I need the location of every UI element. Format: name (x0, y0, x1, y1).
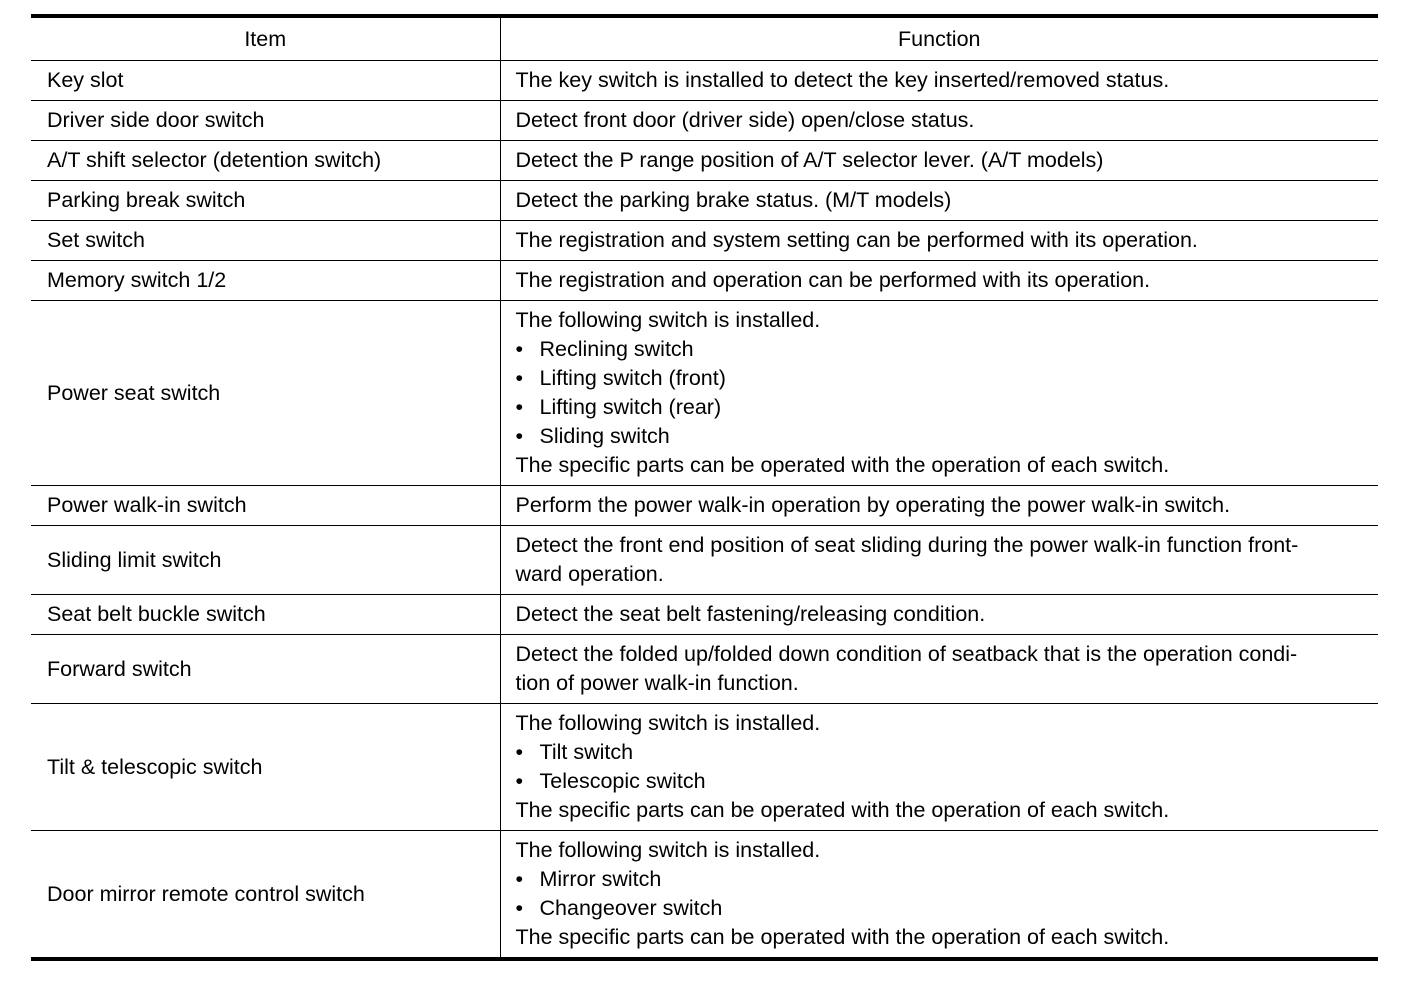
function-outro: The specific parts can be operated with the operation of each switch. (515, 798, 1170, 822)
item-cell: A/T shift selector (detention switch) (31, 141, 500, 181)
item-cell: Driver side door switch (31, 101, 500, 141)
table-row (31, 301, 1378, 486)
list-item (516, 422, 1371, 451)
function-outro: The specific parts can be operated with the operation of each switch. (515, 925, 1170, 949)
list-item (516, 894, 1371, 923)
list-item-label: Lifting switch (front) (539, 366, 726, 390)
list-item-label: Telescopic switch (539, 769, 706, 793)
list-item-label: Sliding switch (539, 424, 670, 448)
item-cell: Door mirror remote control switch (31, 831, 500, 960)
function-cell: Detect the seat belt fastening/releasing condition. (500, 595, 1378, 635)
function-cell: The registration and operation can be performed with its operation. (500, 261, 1378, 301)
list-item (516, 767, 1371, 796)
function-cell (500, 635, 1378, 704)
item-cell: Forward switch (31, 635, 500, 704)
table-row (31, 141, 1378, 181)
bullet-icon: • (515, 740, 524, 764)
item-cell: Power seat switch (31, 301, 500, 486)
function-cell (500, 704, 1378, 831)
function-outro: The specific parts can be operated with the operation of each switch. (515, 453, 1170, 477)
table-header-row (31, 16, 1378, 61)
table-row (31, 181, 1378, 221)
table-row (31, 704, 1378, 831)
function-cell: The registration and system setting can be performed with its operation. (500, 221, 1378, 261)
table-row (31, 595, 1378, 635)
item-cell: Seat belt buckle switch (31, 595, 500, 635)
switch-list (516, 865, 1371, 923)
item-cell: Tilt & telescopic switch (31, 704, 500, 831)
item-cell: Key slot (31, 61, 500, 101)
bullet-icon: • (515, 769, 524, 793)
item-cell: Power walk-in switch (31, 486, 500, 526)
bullet-icon: • (515, 424, 524, 448)
list-item-label: Changeover switch (539, 896, 723, 920)
list-item-label: Reclining switch (539, 337, 694, 361)
list-item-label: Tilt switch (539, 740, 634, 764)
function-text-line: tion of power walk-in function. (515, 671, 799, 695)
function-text-line: Detect the folded up/folded down condition of seatback that is the operation condi- (515, 642, 1298, 666)
column-header-item: Item (31, 16, 500, 61)
table-row (31, 486, 1378, 526)
item-cell: Memory switch 1/2 (31, 261, 500, 301)
item-cell: Parking break switch (31, 181, 500, 221)
bullet-icon: • (515, 896, 524, 920)
function-cell: Detect the parking brake status. (M/T models) (500, 181, 1378, 221)
list-item (516, 738, 1371, 767)
table-row (31, 101, 1378, 141)
table-row (31, 261, 1378, 301)
function-intro: The following switch is installed. (515, 308, 821, 332)
list-item (516, 865, 1371, 894)
table-row (31, 61, 1378, 101)
table-row (31, 831, 1378, 960)
list-item (516, 393, 1371, 422)
switch-list (516, 335, 1371, 451)
function-intro: The following switch is installed. (515, 838, 821, 862)
table-row (31, 635, 1378, 704)
function-cell (500, 301, 1378, 486)
switch-list (516, 738, 1371, 796)
column-header-function: Function (500, 16, 1378, 61)
list-item (516, 364, 1371, 393)
function-text-line: Detect the front end position of seat sliding during the power walk-in function front- (515, 533, 1299, 557)
function-cell (500, 526, 1378, 595)
function-cell: The key switch is installed to detect the key inserted/removed status. (500, 61, 1378, 101)
item-cell: Set switch (31, 221, 500, 261)
function-intro: The following switch is installed. (515, 711, 821, 735)
table-row (31, 221, 1378, 261)
function-cell (500, 831, 1378, 960)
table-row (31, 526, 1378, 595)
bullet-icon: • (515, 867, 524, 891)
function-cell: Detect front door (driver side) open/close status. (500, 101, 1378, 141)
function-text-line: ward operation. (515, 562, 664, 586)
function-cell: Perform the power walk-in operation by operating the power walk-in switch. (500, 486, 1378, 526)
list-item (516, 335, 1371, 364)
list-item-label: Mirror switch (539, 867, 662, 891)
list-item-label: Lifting switch (rear) (539, 395, 722, 419)
function-cell: Detect the P range position of A/T selector lever. (A/T models) (500, 141, 1378, 181)
item-function-table (31, 14, 1378, 961)
bullet-icon: • (515, 366, 524, 390)
item-cell: Sliding limit switch (31, 526, 500, 595)
bullet-icon: • (515, 395, 524, 419)
bullet-icon: • (515, 337, 524, 361)
